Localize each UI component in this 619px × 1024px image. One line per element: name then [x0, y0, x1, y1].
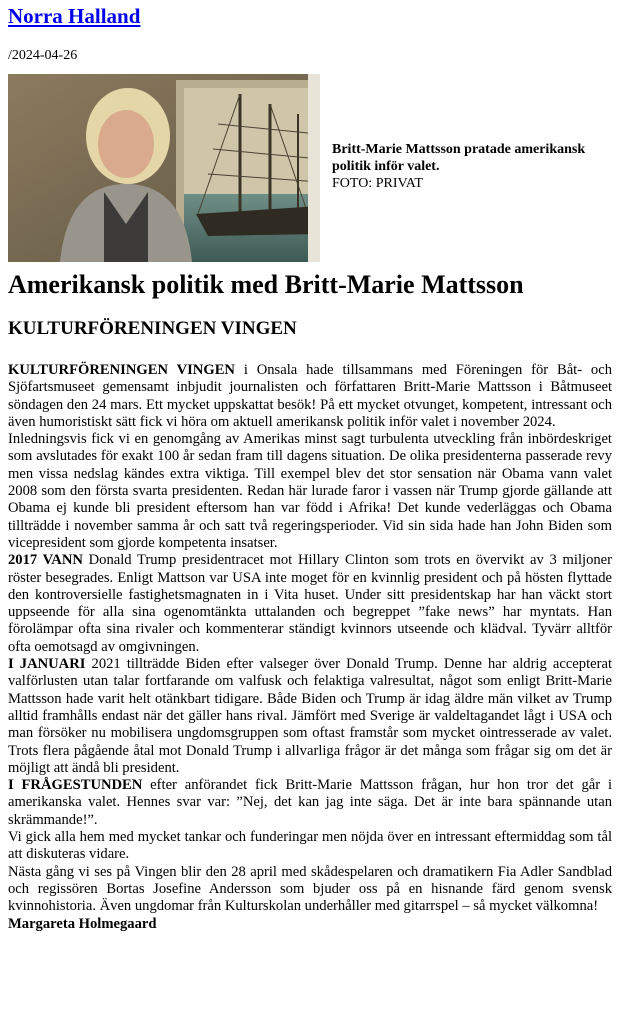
paragraph-text: Nästa gång vi ses på Vingen blir den 28 april med skådespelaren och dramatikern Fia Adler Sandblad och regissören Bortas Josefine Andersson som bjuder oss på en hisnande färd genom svensk kvinnohistoria. Även ungdomar från Kulturskolan underhåller med gitarrspel – så mycket välkomna! [8, 863, 612, 915]
photo-caption [332, 141, 612, 192]
paragraph [8, 829, 612, 864]
article-author: Margareta Holmegaard [8, 915, 157, 932]
paragraph [8, 552, 612, 656]
paragraph [8, 362, 612, 431]
paragraph-text: i Onsala hade tillsammans med Föreningen för Båt- och Sjöfartsmuseet gemensamt inbjudit journalisten och författaren Britt-Marie Mattsson i Båtmuseet söndagen den 24 mars. Ett mycket uppskattat besök! På ett mycket otvunget, kompetent, intressant och även humoristiskt sätt fick vi höra om aktuell amerikansk politik inför valet i november 2024. [8, 362, 612, 430]
article-date: /2024-04-26 [8, 48, 78, 63]
paragraph [8, 864, 612, 916]
paragraph-text: 2021 tillträdde Biden efter valseger över Donald Trump. Denne har aldrig accepterat valförlusten utan talar fortfarande om valfusk och felaktiga valresultat, något som enligt Britt-Marie Mattsson hade varit helt otänkbart tidigare. Både Biden och Trump är idag äldre män vilket av Trump alltid framhålls endast när det gäller hans rival. Jämfört med Sverige är valdeltagandet lågt i USA och man försöker nu mobilisera ungdomsgruppen som oftast framstår som mycket ointresserade av valet. Trots flera pågående åtal mot Donald Trump i allvarliga frågor är det många som frågar sig om det är möjligt att ändå bli president. [8, 656, 612, 776]
paragraph-text: Vi gick alla hem med mycket tankar och funderingar men nöjda över en intressant eftermiddag som tål att diskuteras vidare. [8, 829, 612, 863]
caption-text: Britt-Marie Mattsson pratade amerikansk politik inför valet. [332, 142, 586, 174]
article-headline: Amerikansk politik med Britt-Marie Mattsson [8, 270, 524, 299]
paragraph-text: efter anförandet fick Britt-Marie Mattsson frågan, hur hon tror det går i amerikanska valet. Hennes svar var: ”Nej, det kan jag inte säga. Det är inte bara spännande utan skrämmande!”. [8, 777, 612, 828]
paragraph-lead: I FRÅGESTUNDEN [8, 777, 143, 794]
paragraph [8, 777, 612, 829]
article-subheading: KULTURFÖRENINGEN VINGEN [8, 318, 297, 339]
article-body [8, 362, 612, 933]
paragraph [8, 656, 612, 777]
paragraph-lead: I JANUARI [8, 656, 86, 673]
paragraph-lead: 2017 VANN [8, 552, 83, 569]
article-photo [8, 74, 320, 262]
caption-credit: FOTO: PRIVAT [332, 176, 423, 191]
site-title-link[interactable]: Norra Halland [8, 4, 141, 28]
paragraph-text: Donald Trump presidentracet mot Hillary Clinton som trots en övervikt av 3 miljoner röster besegrades. Enligt Mattson var USA inte moget för en kvinnlig president och på hösten flyttade den kontroversielle fastighetsmagnaten in i Vita huset. Under sitt presidentskap har han väckt stort uppseende för alla sina ogenomtänkta uttalanden och begreppet ”fake news” har myntats. Han förolämpar ofta sina rivaler och kommenterar ständigt kvinnors utseende och klädval. Tyvärr alltför ofta oemotsagd av omgivningen. [8, 552, 612, 655]
paragraph [8, 431, 612, 552]
photo-illustration [8, 74, 320, 262]
paragraph-lead: KULTURFÖRENINGEN VINGEN [8, 362, 235, 378]
paragraph-text: Inledningsvis fick vi en genomgång av Amerikas minst sagt turbulenta utveckling från inbördeskriget som avslutades för exakt 100 år sedan fram till dagens situation. De olika presidenterna passerade revy men vissa nedslag kändes extra viktiga. Till exempel blev det stor sensation när Obama vann valet 2008 som den första svarta presidenten. Redan här lurade faror i vassen när Trump gjorde gällande att Obama ej kunde bli president eftersom han var född i Afrika! Det kunde vederläggas och Obama tillträdde i november samma år och satt två regeringsperioder. Vid sin sida hade han John Biden som vicepresident som gjorde kompetenta insatser. [8, 431, 612, 551]
